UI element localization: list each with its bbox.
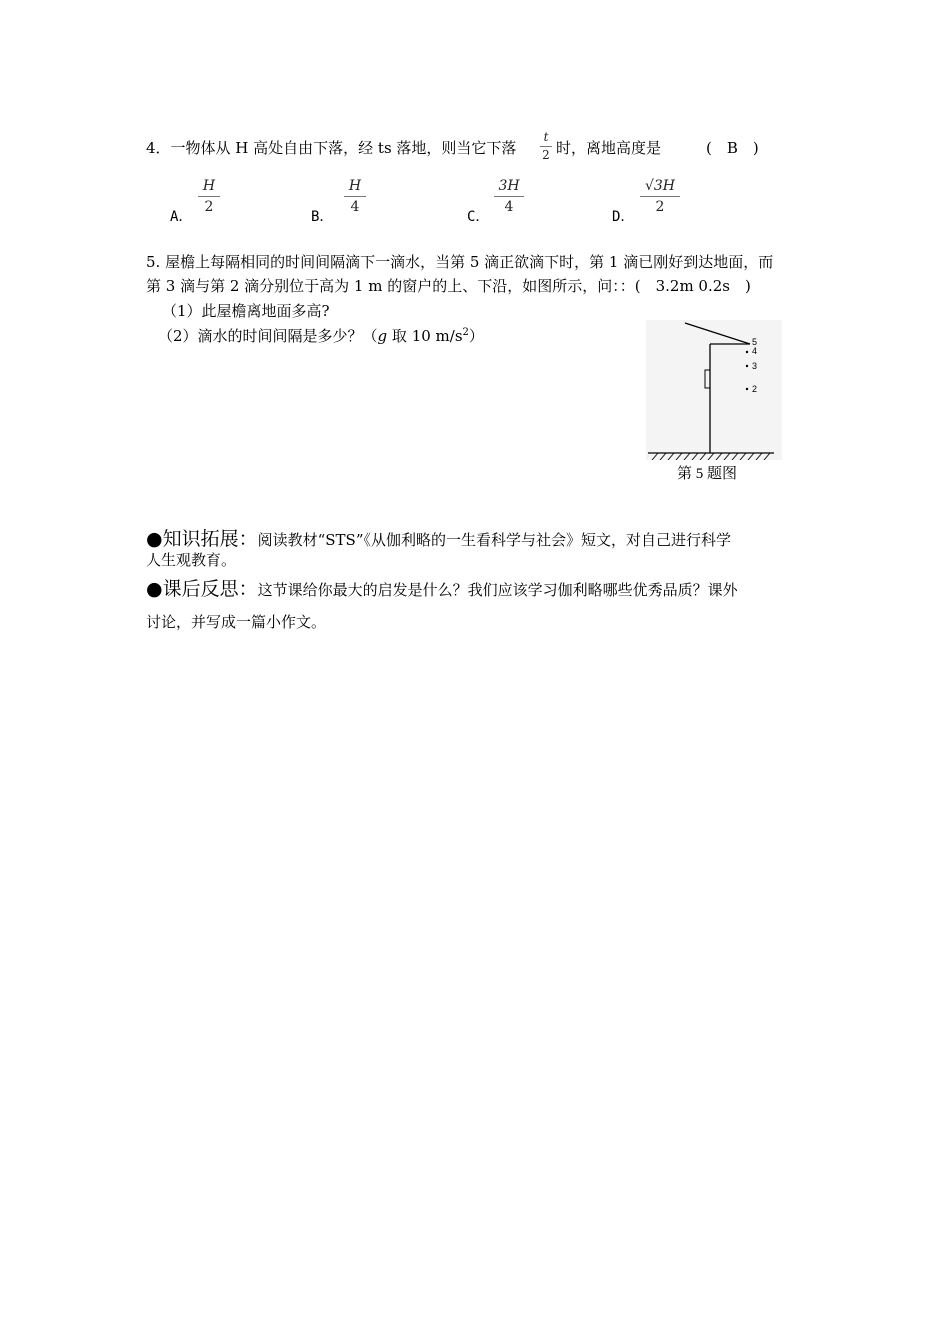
q4-option-d-fraction — [640, 178, 680, 215]
q4-option-a-numerator: H — [202, 178, 216, 194]
q5-sub2-part2: 取 10 m/s — [387, 327, 463, 345]
q4-stem-part1: 4．一物体从 H 高处自由下落，经 ts 落地，则当它下落 — [146, 139, 517, 157]
q4-option-c-numerator: 3H — [498, 178, 520, 194]
q4-option-c-denominator: 4 — [504, 199, 514, 215]
droplet-2 — [746, 388, 748, 390]
q4-stem-fraction — [540, 131, 552, 162]
reflection-text-line2: 讨论，并写成一篇小作文。 — [146, 613, 327, 631]
droplet-label-3: 3 — [752, 361, 758, 371]
q5-sub2-part3: ） — [468, 327, 484, 345]
q5-sub2-g-symbol: g — [377, 327, 388, 345]
extension-title: 知识拓展： — [162, 528, 258, 550]
roof-line — [685, 323, 750, 344]
q4-fraction-numerator: t — [543, 130, 549, 144]
q4-stem — [146, 138, 516, 158]
q4-option-a-denominator: 2 — [204, 199, 214, 215]
q4-option-a-fraction — [198, 178, 220, 215]
q4-option-a-bar — [198, 196, 220, 197]
q5-figure — [646, 320, 782, 460]
reflection-bullet: ● — [146, 578, 163, 600]
q4-option-c-label: C． — [467, 209, 490, 225]
droplet-3 — [746, 365, 748, 367]
q4-option-c-fraction — [494, 178, 524, 215]
extension-text-line1: 阅读教材“STS”《从伽利略的一生看科学与社会》短文，对自己进行科学 — [257, 531, 732, 549]
q5-figure-caption: 第 5 题图 — [677, 466, 738, 482]
reflection-text-line1: 这节课给你最大的启发是什么？我们应该学习伽利略哪些优秀品质？课外 — [257, 581, 738, 599]
q4-option-b-bar — [344, 196, 366, 197]
q4-fraction-bar — [540, 146, 552, 147]
q4-option-d-bar — [640, 196, 680, 197]
reflection-section — [146, 574, 738, 601]
droplet-label-4: 4 — [752, 346, 758, 356]
q4-option-b-numerator: H — [348, 178, 362, 194]
q5-sub2-superscript: 2 — [462, 327, 469, 338]
q4-answer: ( B ) — [706, 139, 759, 157]
reflection-title: 课后反思： — [162, 578, 258, 600]
q4-option-d-denominator: 2 — [655, 199, 665, 215]
q4-stem-part2: 时，离地高度是 — [556, 139, 662, 157]
q5-subquestion-2 — [158, 326, 484, 346]
q4-option-b-label: B． — [311, 209, 334, 225]
droplet-4 — [746, 351, 748, 353]
q4-fraction-denominator: 2 — [542, 148, 550, 162]
q4-option-b-denominator: 4 — [350, 199, 360, 215]
q5-subquestion-1: （1）此屋檐离地面多高? — [162, 302, 330, 320]
q4-option-d-label: D． — [612, 209, 635, 225]
q4-option-a-label: A． — [170, 209, 193, 225]
window-rect — [705, 370, 710, 388]
q4-option-c-bar — [494, 196, 524, 197]
q5-sub2-part1: （2）滴水的时间间隔是多少？（ — [158, 327, 378, 345]
q4-option-d-numerator: √3H — [644, 178, 676, 194]
extension-bullet: ● — [146, 528, 163, 550]
q5-line1: 5. 屋檐上每隔相同的时间间隔滴下一滴水，当第 5 滴正欲滴下时，第 1 滴已刚好到达地面，而 — [146, 253, 774, 271]
q4-option-b-fraction — [344, 178, 366, 215]
droplet-label-5: 5 — [752, 337, 758, 347]
droplet-label-2: 2 — [752, 384, 758, 394]
q5-figure-drawing — [646, 320, 782, 460]
ground-hatching — [652, 453, 770, 460]
extension-text-line2: 人生观教育。 — [146, 551, 237, 569]
q5-line2: 第 3 滴与第 2 滴分别位于高为 1 m 的窗户的上、下沿，如图所示，问：：( 3.2m 0.2s ) — [146, 277, 751, 295]
extension-section — [146, 524, 731, 551]
